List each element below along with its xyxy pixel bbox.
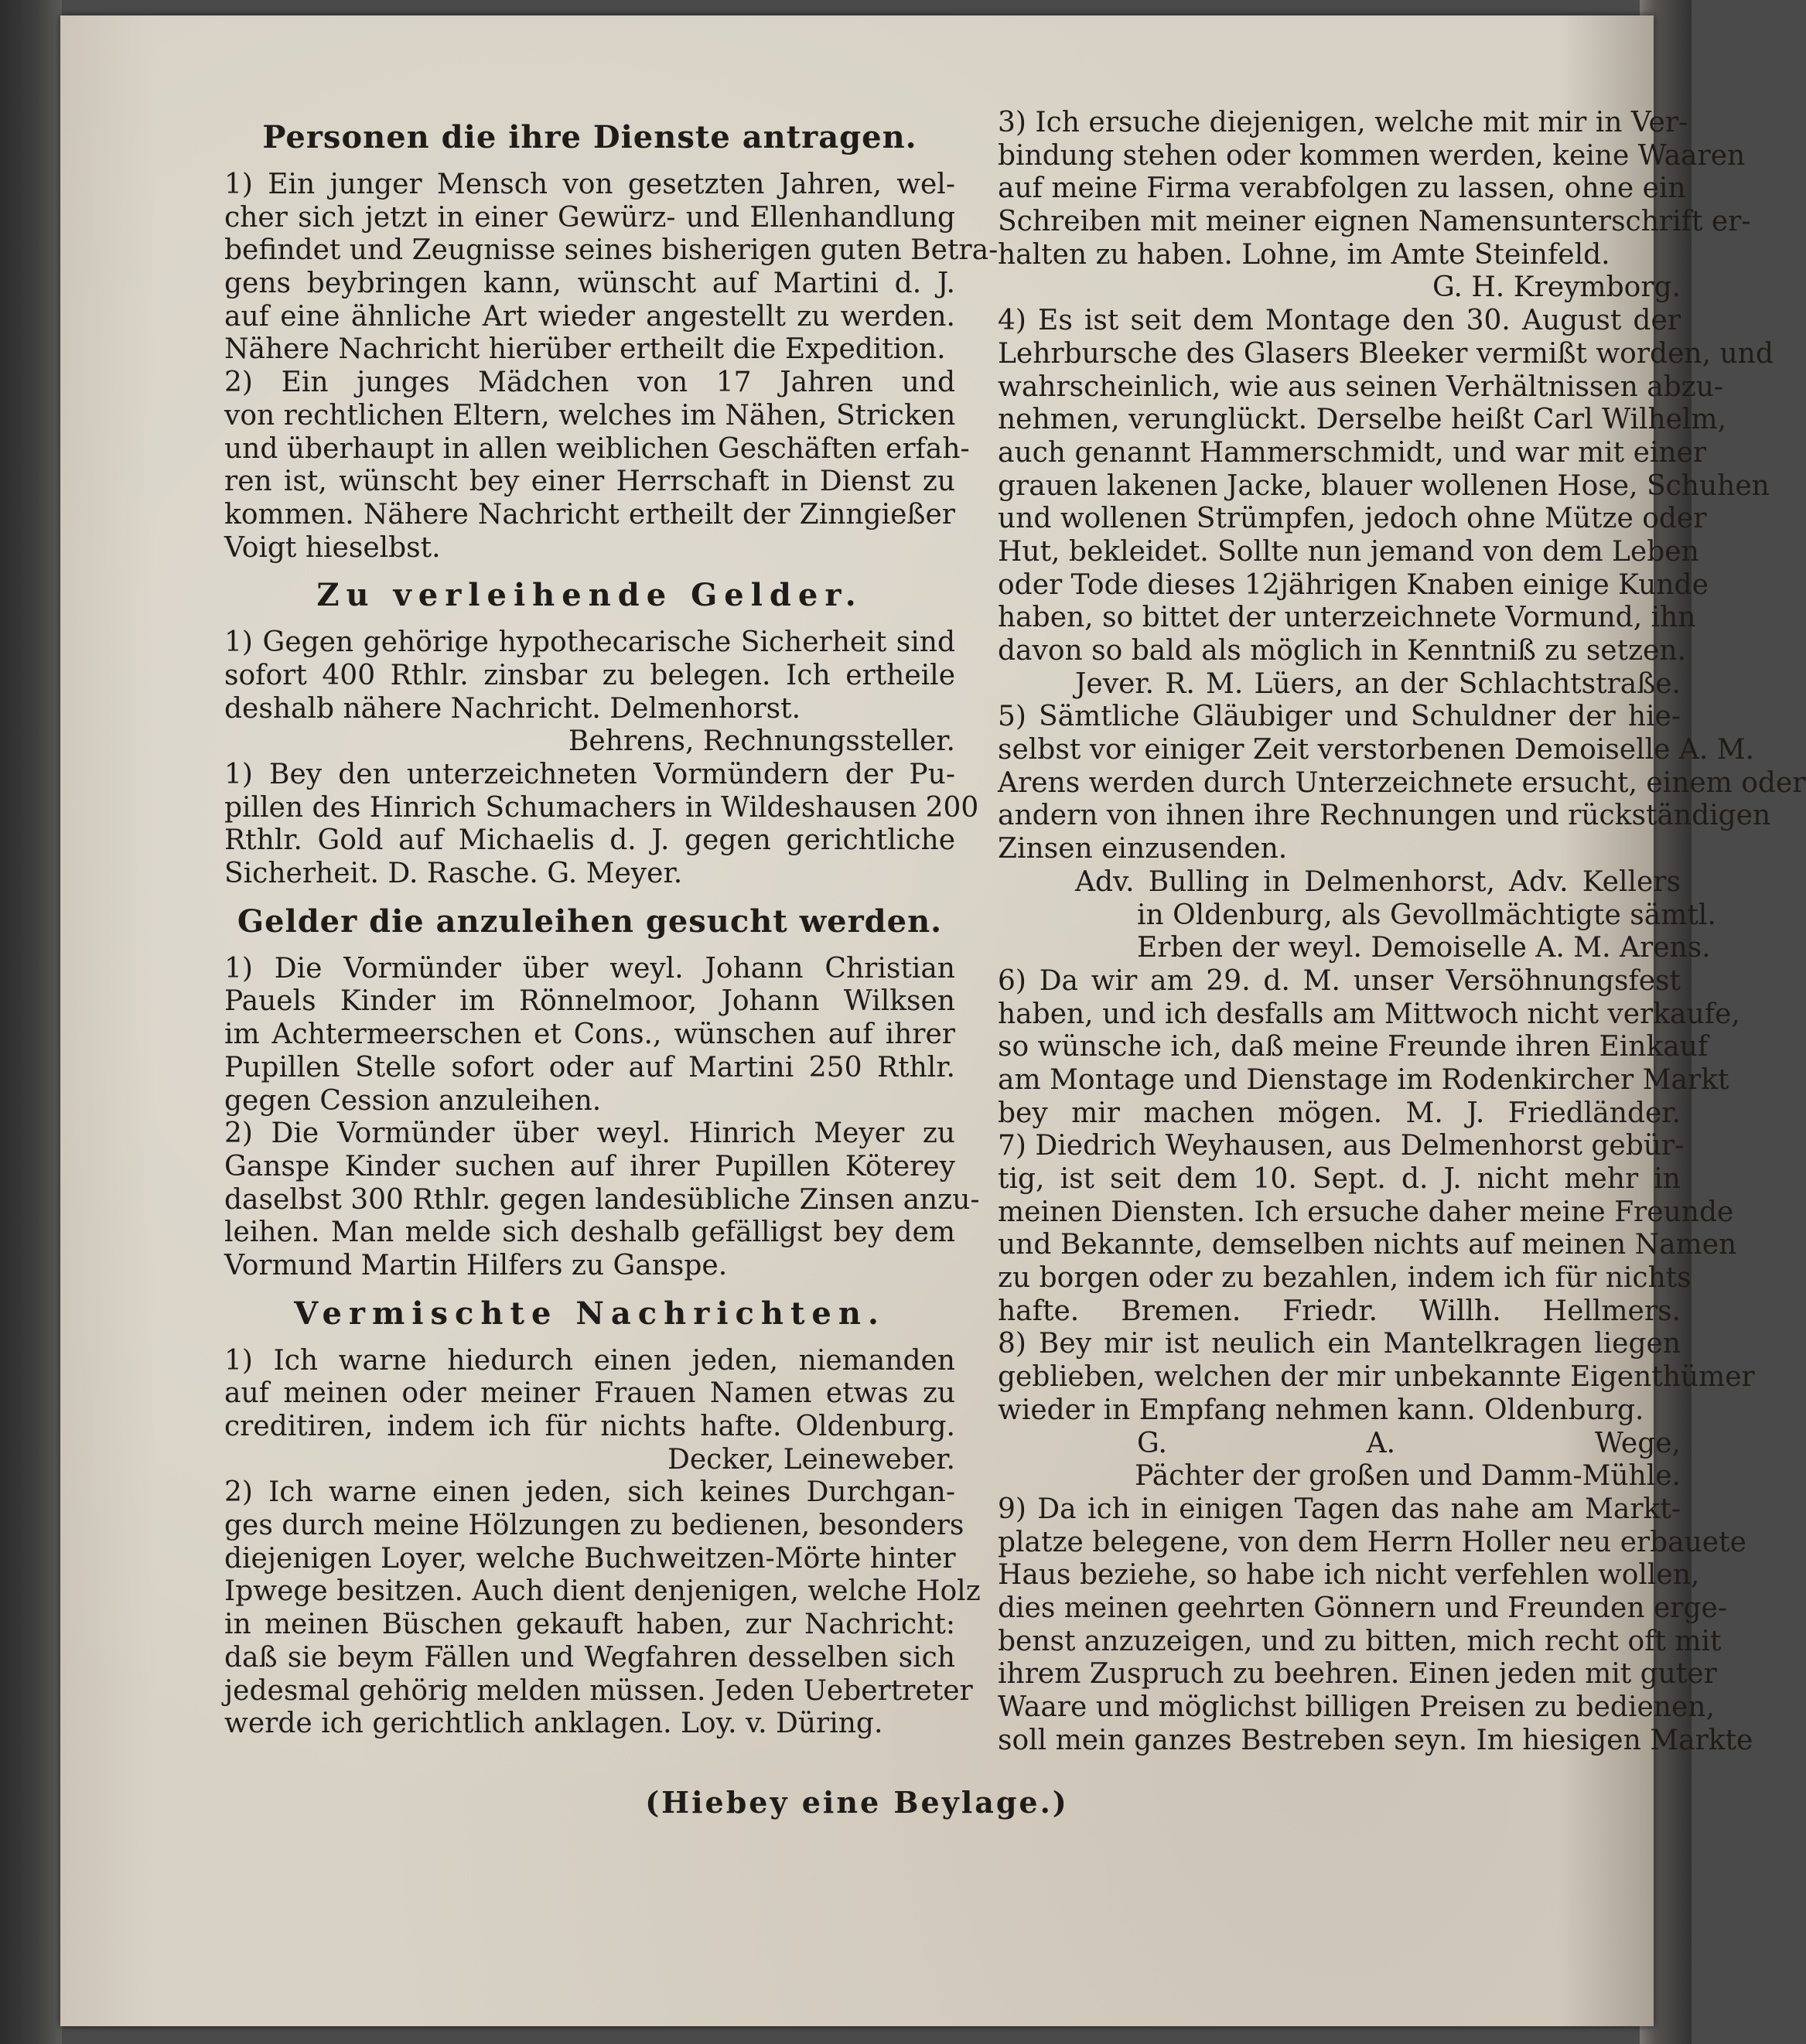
signature-line: Behrens, Rechnungssteller.: [568, 725, 955, 758]
text-line: daselbst 300 Rthlr. gegen landesübliche Zinsen anzu-: [224, 1183, 980, 1216]
text-line: bey mir machen mögen. M. J. Friedländer.: [998, 1097, 1681, 1129]
text-line: dies meinen geehrten Gönnern und Freunden erge-: [998, 1592, 1727, 1624]
text-line: pillen des Hinrich Schumachers in Wildeshausen 200: [224, 791, 979, 824]
section-heading: Gelder die anzuleihen gesucht werden.: [237, 903, 943, 940]
text-line: wieder in Empfang nehmen kann. Oldenburg.: [998, 1394, 1644, 1426]
text-line: und wollenen Strümpfen, jedoch ohne Mütze oder: [998, 503, 1707, 535]
text-line: bindung stehen oder kommen werden, keine Waaren: [998, 139, 1746, 172]
text-line: Nähere Nachricht hierüber ertheilt die Expedition.: [224, 333, 946, 366]
text-line: ihrem Zuspruch zu beehren. Einen jeden mit guter: [998, 1658, 1717, 1691]
text-line: im Achtermeerschen et Cons., wünschen auf ihrer: [224, 1019, 955, 1051]
text-line: grauen lakenen Jacke, blauer wollenen Hose, Schuhen: [998, 469, 1770, 502]
text-line: 1) Gegen gehörige hypothecarische Sicherheit sind: [224, 626, 955, 659]
signature-line: Pächter der großen und Damm-Mühle.: [1135, 1460, 1681, 1493]
left-column: [224, 107, 999, 1741]
text-line: Hut, bekleidet. Sollte nun jemand von dem Leben: [998, 535, 1699, 568]
text-line: Haus beziehe, so habe ich nicht verfehlen wollen,: [998, 1559, 1700, 1592]
text-line: und Bekannte, demselben nichts auf meinen Namen: [998, 1229, 1737, 1261]
text-line: 7) Diedrich Weyhausen, aus Delmenhorst gebür-: [998, 1130, 1685, 1162]
text-line: 2) Ich warne einen jeden, sich keines Durchgan-: [224, 1476, 955, 1509]
signature-line: G. H. Kreymborg.: [1432, 271, 1681, 304]
text-line: deshalb nähere Nachricht. Delmenhorst.: [224, 692, 801, 725]
text-line: selbst vor einiger Zeit verstorbenen Demoiselle A. M.: [998, 734, 1755, 766]
text-line: 8) Bey mir ist neulich ein Mantelkragen liegen: [998, 1328, 1681, 1360]
text-line: werde ich gerichtlich anklagen. Loy. v. Düring.: [224, 1708, 883, 1740]
signature-line: G. A. Wege,: [1137, 1427, 1681, 1459]
text-line: hafte. Bremen. Friedr. Willh. Hellmers.: [998, 1295, 1681, 1327]
text-line: Sicherheit. D. Rasche. G. Meyer.: [224, 858, 683, 890]
text-line: 6) Da wir am 29. d. M. unser Versöhnungsfest: [998, 964, 1681, 997]
text-line: 5) Sämtliche Gläubiger und Schuldner der hie-: [998, 701, 1681, 733]
text-line: 1) Ein junger Mensch von gesetzten Jahren, wel-: [224, 169, 955, 200]
signature-line: Erben der weyl. Demoiselle A. M. Arens.: [1137, 932, 1711, 964]
text-line: Pupillen Stelle sofort oder auf Martini 250 Rthlr.: [224, 1051, 955, 1083]
text-line: davon so bald als möglich in Kenntniß zu setzen.: [998, 635, 1686, 667]
text-line: 3) Ich ersuche diejenigen, welche mit mir in Ver-: [998, 107, 1688, 138]
text-line: creditiren, indem ich für nichts hafte. Oldenburg.: [224, 1411, 955, 1442]
text-line: halten zu haben. Lohne, im Amte Steinfeld.: [998, 238, 1610, 271]
signature-line: Decker, Leineweber.: [667, 1443, 955, 1476]
text-line: 1) Ich warne hiedurch einen jeden, niemanden: [224, 1344, 955, 1377]
text-line: so wünsche ich, daß meine Freunde ihren Einkauf: [998, 1031, 1709, 1063]
text-line: jedesmal gehörig melden müssen. Jeden Uebertreter: [224, 1674, 973, 1707]
text-line: tig, ist seit dem 10. Sept. d. J. nicht mehr in: [998, 1163, 1681, 1195]
text-line: 1) Die Vormünder über weyl. Johann Christian: [224, 952, 955, 984]
text-line: leihen. Man melde sich deshalb gefälligst bey dem: [224, 1217, 955, 1249]
section-heading: Vermischte Nachrichten.: [294, 1295, 886, 1332]
text-line: Ganspe Kinder suchen auf ihrer Pupillen Köterey: [224, 1150, 955, 1182]
text-line: ren ist, wünscht bey einer Herrschaft in Dienst zu: [224, 466, 955, 498]
text-line: von rechtlichen Eltern, welches im Nähen, Stricken: [224, 399, 956, 432]
text-line: wahrscheinlich, wie aus seinen Verhältnissen abzu-: [998, 370, 1724, 403]
text-line: Rthlr. Gold auf Michaelis d. J. gegen gerichtliche: [224, 824, 955, 857]
text-line: zu borgen oder zu bezahlen, indem ich für nichts: [998, 1262, 1692, 1295]
text-line: oder Tode dieses 12jährigen Knaben einige Kunde: [998, 568, 1709, 601]
newspaper-page: [60, 15, 1806, 2026]
text-line: sofort 400 Rthlr. zinsbar zu belegen. Ich ertheile: [224, 659, 955, 691]
signature-line: in Oldenburg, als Gevollmächtigte sämtl.: [1137, 899, 1716, 931]
text-line: Ipwege besitzen. Auch dient denjenigen, welche Holz: [224, 1575, 981, 1608]
text-line: andern von ihnen ihre Rechnungen und rückständigen: [998, 800, 1771, 832]
text-line: 1) Bey den unterzeichneten Vormündern der Pu-: [224, 759, 955, 790]
text-line: geblieben, welchen der mir unbekannte Eigenthümer: [998, 1361, 1755, 1394]
text-line: Zinsen einzusenden.: [998, 833, 1288, 865]
text-line: befindet und Zeugnisse seines bisherigen guten Betra-: [224, 234, 999, 267]
text-line: ges durch meine Hölzungen zu bedienen, besonders: [224, 1510, 964, 1542]
text-line: auf meinen oder meiner Frauen Namen etwas zu: [224, 1377, 955, 1410]
text-line: Vormund Martin Hilfers zu Ganspe.: [224, 1249, 728, 1281]
text-line: haben, so bittet der unterzeichnete Vormund, ihn: [998, 602, 1696, 634]
supplement-note: (Hiebey eine Beylage.): [645, 1785, 1069, 1820]
signature-line: Jever. R. M. Lüers, an der Schlachtstraße.: [1075, 667, 1681, 700]
text-line: cher sich jetzt in einer Gewürz- und Ellenhandlung: [224, 201, 955, 234]
section-heading: Personen die ihre Dienste antragen.: [262, 119, 917, 155]
text-line: Pauels Kinder im Rönnelmoor, Johann Wilksen: [224, 985, 955, 1018]
text-line: daß sie beym Fällen und Wegfahren desselben sich: [224, 1641, 955, 1674]
text-line: Voigt hieselbst.: [224, 531, 441, 564]
text-line: Schreiben mit meiner eignen Namensunterschrift er-: [998, 206, 1751, 238]
text-line: auf meine Firma verabfolgen zu lassen, ohne ein: [998, 172, 1686, 205]
text-line: am Montage und Dienstage im Rodenkircher Markt: [998, 1063, 1729, 1096]
text-line: kommen. Nähere Nachricht ertheilt der Zinngießer: [224, 498, 955, 531]
text-line: Waare und möglichst billigen Preisen zu bedienen,: [998, 1691, 1715, 1723]
book-binding-left: [0, 0, 62, 2044]
text-line: und überhaupt in allen weiblichen Geschäften erfah-: [224, 432, 970, 465]
section-heading: Zu verleihende Gelder.: [316, 577, 863, 614]
text-line: 4) Es ist seit dem Montage den 30. August der: [998, 305, 1681, 337]
text-line: auf eine ähnliche Art wieder angestellt zu werden.: [224, 300, 955, 333]
text-line: Lehrbursche des Glasers Bleeker vermißt worden, und: [998, 337, 1774, 370]
text-line: 2) Die Vormünder über weyl. Hinrich Meyer zu: [224, 1118, 955, 1150]
text-line: gegen Cession anzuleihen.: [224, 1084, 602, 1117]
text-line: soll mein ganzes Bestreben seyn. Im hiesigen Markte: [998, 1724, 1753, 1756]
text-line: nehmen, verunglückt. Derselbe heißt Carl Wilhelm,: [998, 404, 1727, 436]
text-line: gens beybringen kann, wünscht auf Martini d. J.: [224, 268, 955, 300]
text-line: 2) Ein junges Mädchen von 17 Jahren und: [224, 367, 955, 399]
text-line: Arens werden durch Unterzeichnete ersucht, einem oder: [998, 766, 1806, 799]
text-line: haben, und ich desfalls am Mittwoch nicht verkaufe,: [998, 998, 1740, 1030]
text-line: benst anzuzeigen, und zu bitten, mich recht oft mit: [998, 1625, 1722, 1657]
text-line: in meinen Büschen gekauft haben, zur Nachricht:: [224, 1609, 955, 1641]
text-line: platze belegene, von dem Herrn Holler neu erbauete: [998, 1526, 1746, 1558]
text-line: auch genannt Hammerschmidt, und war mit einer: [998, 436, 1707, 469]
text-line: 9) Da ich in einigen Tagen das nahe am Markt-: [998, 1493, 1681, 1525]
text-line: meinen Diensten. Ich ersuche daher meine Freunde: [998, 1196, 1734, 1228]
signature-line: Adv. Bulling in Delmenhorst, Adv. Kellers: [1075, 865, 1681, 898]
text-line: diejenigen Loyer, welche Buchweitzen-Mörte hinter: [224, 1542, 956, 1575]
right-column: [998, 107, 1806, 1757]
